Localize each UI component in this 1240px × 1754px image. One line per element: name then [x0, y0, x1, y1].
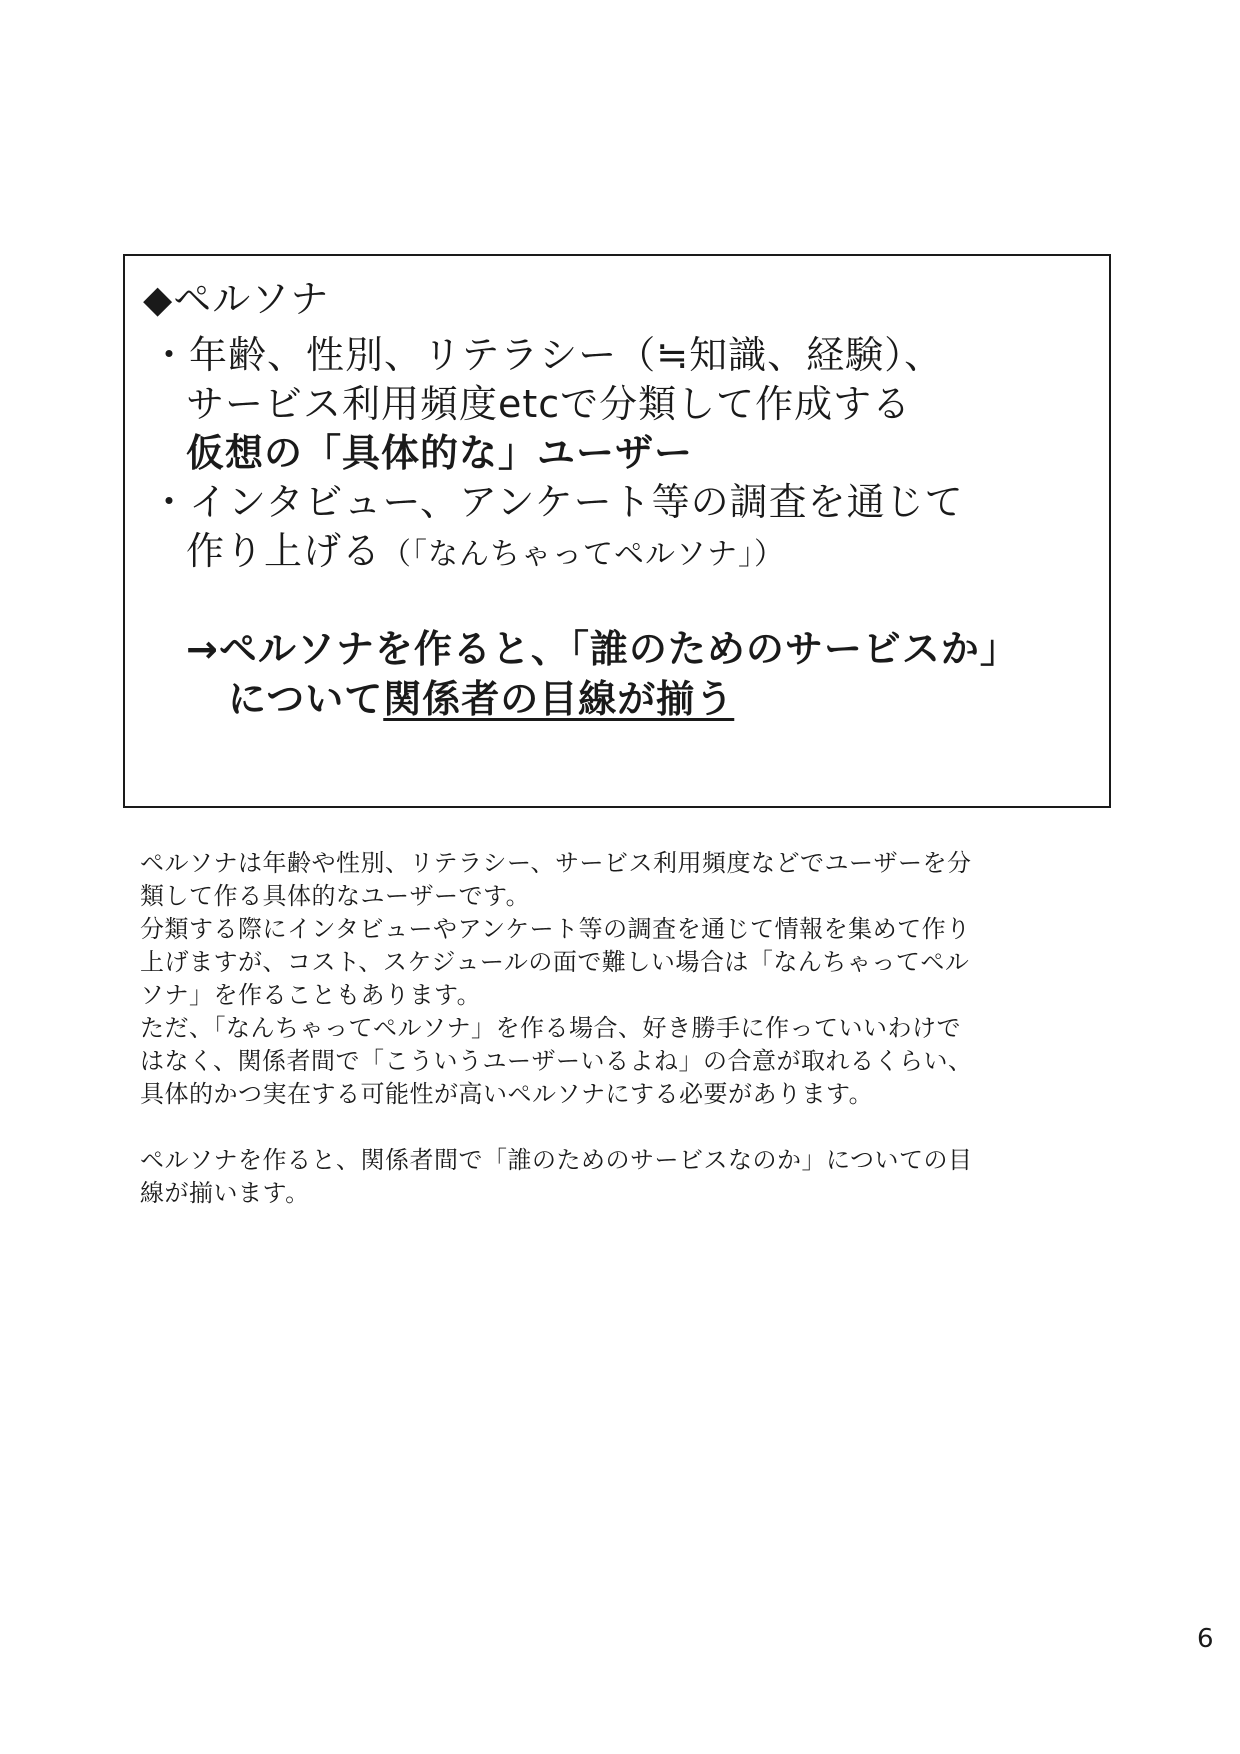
conclusion-line-1: →ペルソナを作ると、「誰のためのサービスか」	[186, 627, 1019, 671]
notes-line: ただ、「なんちゃってペルソナ」を作る場合、好き勝手に作っていいわけで	[140, 1014, 961, 1042]
bullet-2-line-2	[186, 528, 785, 578]
bullet-1-emphasis: 仮想の「具体的な」ユーザー	[186, 431, 694, 475]
bullet-1-line-1: ・年齢、性別、リテラシー（≒知識、経験）、	[150, 333, 944, 377]
speaker-notes	[140, 847, 1080, 1210]
conclusion-underlined-text: 関係者の目線が揃う	[383, 677, 735, 721]
notes-line: 線が揃います。	[140, 1179, 310, 1207]
slide-title: ◆ペルソナ	[143, 277, 330, 321]
conclusion-line-2	[228, 676, 734, 722]
notes-line: ペルソナは年齢や性別、リテラシー、サービス利用頻度などでユーザーを分	[140, 849, 972, 877]
notes-line: 具体的かつ実在する可能性が高いペルソナにする必要があります。	[140, 1080, 874, 1108]
conclusion-plain-text: について	[228, 677, 384, 721]
notes-line: 上げますが、コスト、スケジュールの面で難しい場合は「なんちゃってペル	[140, 948, 970, 976]
bullet-2-line-1: ・インタビュー、アンケート等の調査を通じて	[150, 480, 964, 524]
notes-line: 類して作る具体的なユーザーです。	[140, 882, 531, 910]
notes-line: ペルソナを作ると、関係者間で「誰のためのサービスなのか」についての目	[140, 1146, 973, 1174]
bullet-2-parenthetical: （「なんちゃってペルソナ」）	[381, 537, 786, 572]
notes-line: 分類する際にインタビューやアンケート等の調査を通じて情報を集めて作り	[140, 915, 971, 943]
notes-line: ソナ」を作ることもあります。	[140, 981, 482, 1009]
page-number: 6	[1197, 1624, 1214, 1654]
paragraph-gap	[140, 1111, 1080, 1144]
bullet-1-line-2: サービス利用頻度etcで分類して作成する	[186, 382, 912, 426]
notes-line: はなく、関係者間で「こういうユーザーいるよね」の合意が取れるくらい、	[140, 1047, 973, 1075]
bullet-2-main-text: 作り上げる	[186, 529, 382, 573]
